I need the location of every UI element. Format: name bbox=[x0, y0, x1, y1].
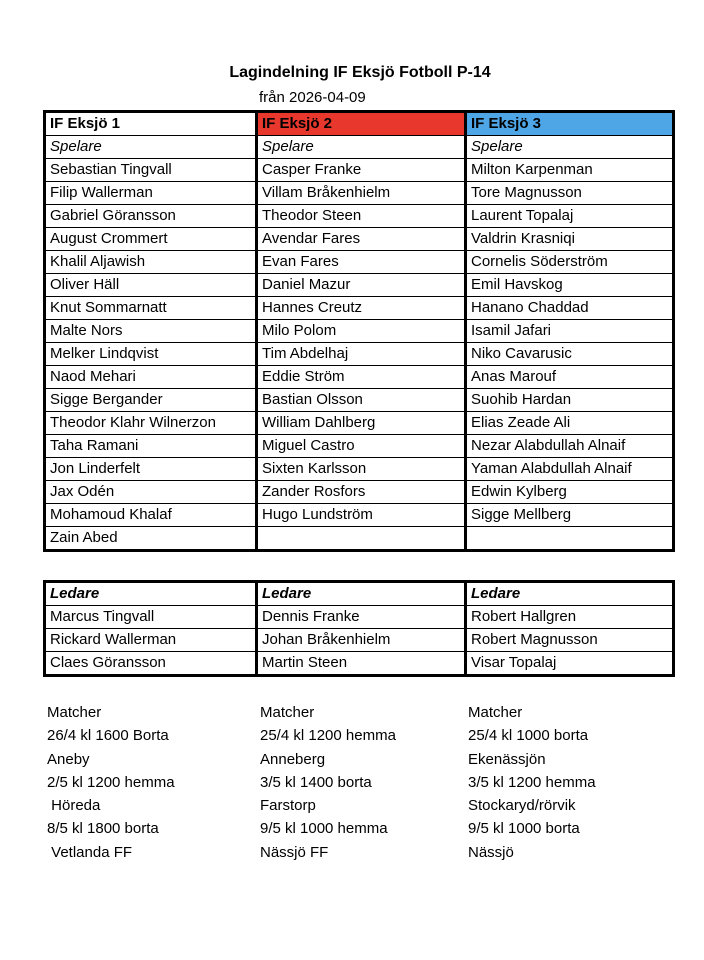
match-line: 25/4 kl 1200 hemma bbox=[260, 727, 396, 745]
leaders-label-cell: Ledare bbox=[257, 582, 466, 606]
match-line: Nässjö bbox=[468, 843, 514, 861]
player-cell: William Dahlberg bbox=[257, 412, 466, 435]
player-row bbox=[45, 412, 674, 435]
player-cell: Valdrin Krasniqi bbox=[466, 228, 674, 251]
match-line: 3/5 kl 1400 borta bbox=[260, 773, 372, 791]
player-cell: Edwin Kylberg bbox=[466, 481, 674, 504]
team-header-row bbox=[45, 112, 674, 136]
matches-label: Matcher bbox=[260, 704, 315, 721]
player-cell bbox=[257, 527, 466, 551]
player-cell: Hannes Creutz bbox=[257, 297, 466, 320]
player-cell: Mohamoud Khalaf bbox=[45, 504, 257, 527]
player-cell: Tore Magnusson bbox=[466, 182, 674, 205]
player-cell: Isamil Jafari bbox=[466, 320, 674, 343]
match-line: 26/4 kl 1600 Borta bbox=[47, 727, 169, 745]
player-cell: Miguel Castro bbox=[257, 435, 466, 458]
match-line: Aneby bbox=[47, 750, 90, 768]
player-cell: Tim Abdelhaj bbox=[257, 343, 466, 366]
player-cell: Evan Fares bbox=[257, 251, 466, 274]
player-cell: Hanano Chaddad bbox=[466, 297, 674, 320]
player-row bbox=[45, 320, 674, 343]
leaders-label-cell: Ledare bbox=[466, 582, 674, 606]
team-header-cell: IF Eksjö 2 bbox=[257, 112, 466, 136]
team-header-cell: IF Eksjö 1 bbox=[45, 112, 257, 136]
player-row bbox=[45, 182, 674, 205]
player-cell: Casper Franke bbox=[257, 159, 466, 182]
player-cell: Melker Lindqvist bbox=[45, 343, 257, 366]
match-line: 25/4 kl 1000 borta bbox=[468, 727, 589, 745]
leader-cell: Johan Bråkenhielm bbox=[257, 629, 466, 652]
match-line: Anneberg bbox=[260, 750, 326, 768]
player-cell: Sigge Bergander bbox=[45, 389, 257, 412]
player-cell: Elias Zeade Ali bbox=[466, 412, 674, 435]
match-line: Höreda bbox=[47, 797, 101, 815]
leaders-label-row bbox=[45, 582, 674, 606]
leader-row bbox=[45, 629, 674, 652]
player-row bbox=[45, 389, 674, 412]
player-cell: Laurent Topalaj bbox=[466, 205, 674, 228]
leader-cell: Robert Magnusson bbox=[466, 629, 674, 652]
player-cell: Jax Odén bbox=[45, 481, 257, 504]
player-row bbox=[45, 159, 674, 182]
player-row bbox=[45, 366, 674, 389]
player-cell: Naod Mehari bbox=[45, 366, 257, 389]
leader-cell: Visar Topalaj bbox=[466, 652, 674, 676]
match-line: Ekenässjön bbox=[468, 750, 546, 768]
player-cell: Malte Nors bbox=[45, 320, 257, 343]
match-line: 9/5 kl 1000 borta bbox=[468, 820, 580, 838]
leader-cell: Rickard Wallerman bbox=[45, 629, 257, 652]
player-cell: Suohib Hardan bbox=[466, 389, 674, 412]
players-table bbox=[43, 110, 675, 552]
player-row bbox=[45, 251, 674, 274]
player-cell: August Crommert bbox=[45, 228, 257, 251]
leader-cell: Martin Steen bbox=[257, 652, 466, 676]
player-cell: Anas Marouf bbox=[466, 366, 674, 389]
matches-team1 bbox=[47, 701, 175, 864]
player-row bbox=[45, 481, 674, 504]
player-cell: Avendar Fares bbox=[257, 228, 466, 251]
player-cell: Knut Sommarnatt bbox=[45, 297, 257, 320]
match-line: 9/5 kl 1000 hemma bbox=[260, 820, 388, 838]
players-label-cell: Spelare bbox=[45, 136, 257, 159]
players-label-cell: Spelare bbox=[257, 136, 466, 159]
leaders-label-cell: Ledare bbox=[45, 582, 257, 606]
player-row bbox=[45, 297, 674, 320]
player-row bbox=[45, 435, 674, 458]
player-cell: Milo Polom bbox=[257, 320, 466, 343]
player-cell: Villam Bråkenhielm bbox=[257, 182, 466, 205]
player-row bbox=[45, 205, 674, 228]
match-line: Nässjö FF bbox=[260, 843, 329, 861]
player-cell: Sixten Karlsson bbox=[257, 458, 466, 481]
match-line: 3/5 kl 1200 hemma bbox=[468, 773, 596, 791]
leader-cell: Dennis Franke bbox=[257, 606, 466, 629]
player-cell: Eddie Ström bbox=[257, 366, 466, 389]
player-cell: Filip Wallerman bbox=[45, 182, 257, 205]
player-row bbox=[45, 343, 674, 366]
leader-row bbox=[45, 652, 674, 676]
player-cell: Gabriel Göransson bbox=[45, 205, 257, 228]
player-row bbox=[45, 274, 674, 297]
player-cell: Jon Linderfelt bbox=[45, 458, 257, 481]
matches-team2 bbox=[260, 701, 396, 864]
player-cell: Emil Havskog bbox=[466, 274, 674, 297]
match-line: Stockaryd/rörvik bbox=[468, 797, 576, 815]
leader-cell: Claes Göransson bbox=[45, 652, 257, 676]
player-cell: Daniel Mazur bbox=[257, 274, 466, 297]
matches-team3 bbox=[468, 701, 596, 864]
player-cell: Theodor Klahr Wilnerzon bbox=[45, 412, 257, 435]
team-header-cell: IF Eksjö 3 bbox=[466, 112, 674, 136]
matches-label: Matcher bbox=[468, 704, 523, 721]
player-cell: Theodor Steen bbox=[257, 205, 466, 228]
player-row bbox=[45, 228, 674, 251]
players-label-cell: Spelare bbox=[466, 136, 674, 159]
player-cell bbox=[466, 527, 674, 551]
player-cell: Zain Abed bbox=[45, 527, 257, 551]
match-line: 8/5 kl 1800 borta bbox=[47, 820, 159, 838]
player-cell: Cornelis Söderström bbox=[466, 251, 674, 274]
player-cell: Khalil Aljawish bbox=[45, 251, 257, 274]
page-title: Lagindelning IF Eksjö Fotboll P-14 bbox=[229, 64, 491, 81]
player-row bbox=[45, 504, 674, 527]
player-cell: Zander Rosfors bbox=[257, 481, 466, 504]
player-row bbox=[45, 458, 674, 481]
leaders-table bbox=[43, 580, 675, 677]
match-line: 2/5 kl 1200 hemma bbox=[47, 773, 175, 791]
match-line: Vetlanda FF bbox=[47, 843, 133, 861]
player-cell: Bastian Olsson bbox=[257, 389, 466, 412]
matches-label: Matcher bbox=[47, 704, 102, 721]
player-cell: Milton Karpenman bbox=[466, 159, 674, 182]
player-cell: Yaman Alabdullah Alnaif bbox=[466, 458, 674, 481]
leader-cell: Marcus Tingvall bbox=[45, 606, 257, 629]
players-label-row bbox=[45, 136, 674, 159]
leader-cell: Robert Hallgren bbox=[466, 606, 674, 629]
match-line: Farstorp bbox=[260, 797, 316, 815]
player-cell: Sigge Mellberg bbox=[466, 504, 674, 527]
date-subtitle: från 2026-04-09 bbox=[259, 89, 366, 106]
player-cell: Niko Cavarusic bbox=[466, 343, 674, 366]
player-cell: Hugo Lundström bbox=[257, 504, 466, 527]
player-cell: Sebastian Tingvall bbox=[45, 159, 257, 182]
player-row bbox=[45, 527, 674, 551]
player-cell: Nezar Alabdullah Alnaif bbox=[466, 435, 674, 458]
player-cell: Oliver Häll bbox=[45, 274, 257, 297]
player-cell: Taha Ramani bbox=[45, 435, 257, 458]
leader-row bbox=[45, 606, 674, 629]
